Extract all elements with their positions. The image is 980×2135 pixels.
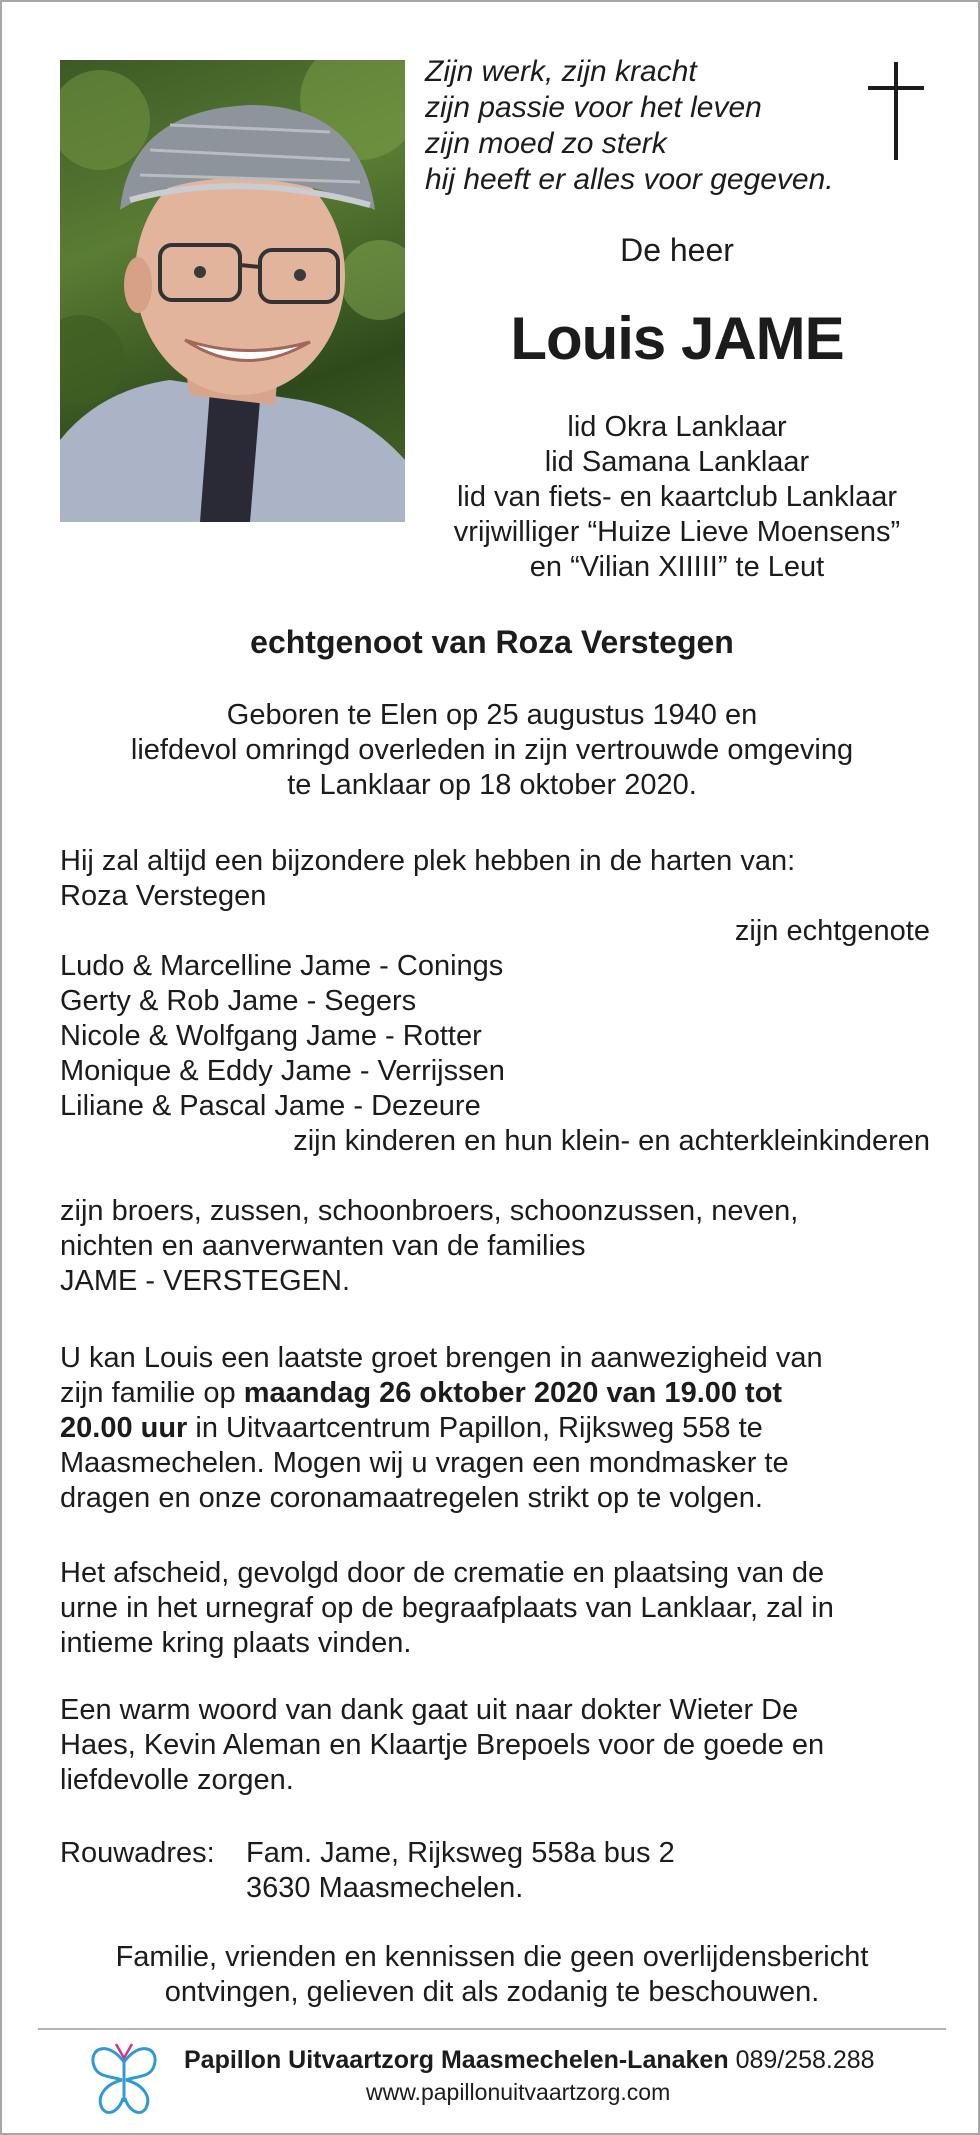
relatives-line: zijn broers, zussen, schoonbroers, schoonzussen, neven, <box>60 1195 799 1227</box>
funeral-home-phone[interactable]: 089/258.288 <box>735 2046 875 2074</box>
membership-line: en “Vilian XIIIII” te Leut <box>529 551 825 583</box>
viewing-date: maandag 26 oktober 2020 van 19.00 tot <box>243 1377 783 1409</box>
farewell-section <box>60 1556 930 1661</box>
viewing-line: dragen en onze coronamaatregelen strikt op te volgen. <box>60 1482 763 1514</box>
child-family: Ludo & Marcelline Jame - Conings <box>60 950 504 982</box>
farewell-line: urne in het urnegraf op de begraafplaats van Lanklaar, zal in <box>60 1592 834 1624</box>
mourners-section <box>60 844 930 1159</box>
viewing-time: 20.00 uur <box>60 1412 188 1444</box>
butterfly-logo-icon <box>88 2036 160 2118</box>
birth-death-line: Geboren te Elen op 25 augustus 1940 en <box>226 699 758 731</box>
viewing-line <box>60 1376 930 1411</box>
birth-death-text <box>2 698 980 803</box>
relatives-line: JAME - VERSTEGEN. <box>60 1265 351 1297</box>
farewell-line: Het afscheid, gevolgd door de crematie en plaatsing van de <box>60 1557 825 1589</box>
footer-divider <box>38 2028 946 2030</box>
deceased-name: Louis JAME <box>510 305 844 372</box>
address-spacer <box>60 1871 246 1906</box>
memberships-list <box>407 410 947 585</box>
membership-line: lid Samana Lanklaar <box>544 446 810 478</box>
membership-line: vrijwilliger “Huize Lieve Moensens” <box>453 516 901 548</box>
child-family: Monique & Eddy Jame - Verrijssen <box>60 1055 505 1087</box>
viewing-text: in Uitvaartcentrum Papillon, Rijksweg 558 te <box>187 1412 763 1444</box>
closing-line: Familie, vrienden en kennissen die geen overlijdensbericht <box>115 1941 869 1973</box>
spouse-name: Roza Verstegen <box>60 880 267 912</box>
thanks-line: Een warm woord van dank gaat uit naar dokter Wieter De <box>60 1694 799 1726</box>
spouse-line: echtgenoot van Roza Verstegen <box>250 624 734 660</box>
portrait-photo <box>60 60 405 522</box>
spouse-role: zijn echtgenote <box>734 915 930 947</box>
poem-line: zijn moed zo sterk <box>425 127 667 160</box>
memorial-poem <box>425 54 845 198</box>
funeral-home <box>184 2045 904 2075</box>
address-line: Fam. Jame, Rijksweg 558a bus 2 <box>246 1837 675 1869</box>
viewing-section <box>60 1341 930 1516</box>
viewing-line: Maasmechelen. Mogen wij u vragen een mondmasker te <box>60 1447 789 1479</box>
child-family: Nicole & Wolfgang Jame - Rotter <box>60 1020 482 1052</box>
viewing-text: zijn familie op <box>60 1377 244 1409</box>
cross-icon <box>868 62 924 160</box>
child-family: Gerty & Rob Jame - Segers <box>60 985 417 1017</box>
farewell-line: intieme kring plaats vinden. <box>60 1627 412 1659</box>
thanks-section <box>60 1693 930 1798</box>
birth-death-line: liefdevol omringd overleden in zijn vertrouwde omgeving <box>130 734 854 766</box>
child-family: Liliane & Pascal Jame - Dezeure <box>60 1090 481 1122</box>
mourners-intro: Hij zal altijd een bijzondere plek hebben in de harten van: <box>60 845 796 877</box>
honorific: De heer <box>620 232 734 268</box>
membership-line: lid van fiets- en kaartclub Lanklaar <box>456 481 898 513</box>
poem-line: hij heeft er alles voor gegeven. <box>425 163 834 196</box>
funeral-home-name: Papillon Uitvaartzorg Maasmechelen-Lanaken <box>184 2046 729 2074</box>
address-row <box>60 1871 930 1906</box>
address-label: Rouwadres: <box>60 1837 215 1869</box>
mourning-address <box>60 1836 930 1906</box>
membership-line: lid Okra Lanklaar <box>567 411 787 443</box>
thanks-line: Haes, Kevin Aleman en Klaartje Brepoels voor de goede en <box>60 1729 825 1761</box>
relatives-section <box>60 1194 930 1299</box>
closing-note <box>2 1940 980 2010</box>
funeral-home-website[interactable]: www.papillonuitvaartzorg.com <box>366 2079 671 2105</box>
address-line: 3630 Maasmechelen. <box>246 1872 524 1904</box>
relatives-line: nichten en aanverwanten van de families <box>60 1230 586 1262</box>
poem-line: zijn passie voor het leven <box>425 91 762 124</box>
thanks-line: liefdevolle zorgen. <box>60 1764 294 1796</box>
poem-line: Zijn werk, zijn kracht <box>425 55 697 88</box>
address-row <box>60 1836 930 1871</box>
portrait-illustration <box>60 60 405 522</box>
viewing-line: U kan Louis een laatste groet brengen in aanwezigheid van <box>60 1342 823 1374</box>
closing-line: ontvingen, gelieven dit als zodanig te beschouwen. <box>164 1976 820 2008</box>
children-role: zijn kinderen en hun klein- en achterkleinkinderen <box>293 1125 930 1157</box>
birth-death-line: te Lanklaar op 18 oktober 2020. <box>287 769 697 801</box>
viewing-line <box>60 1411 930 1446</box>
